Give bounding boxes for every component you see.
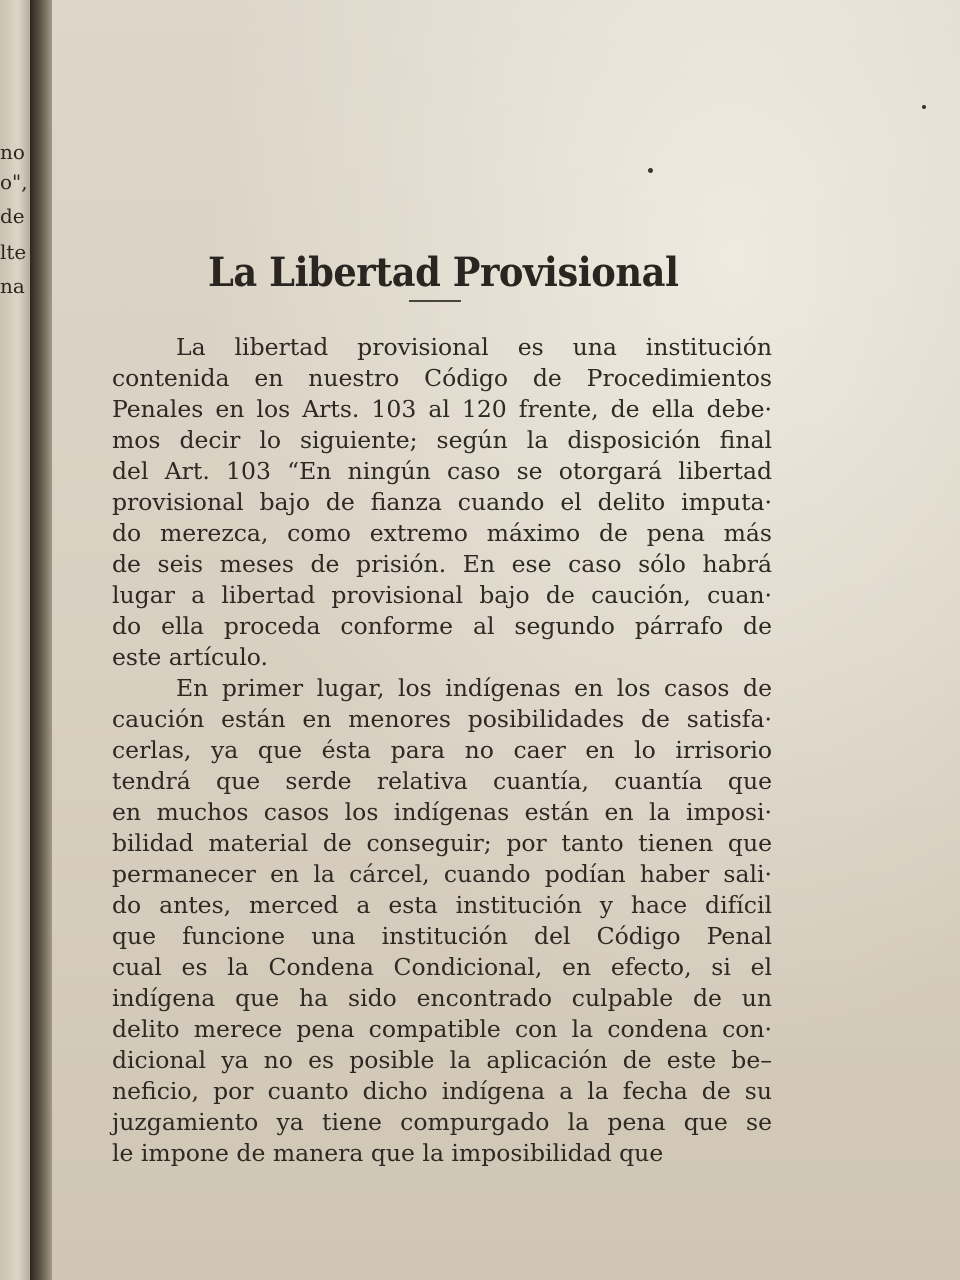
text-line: do antes, merced a esta institución y hace difícil	[112, 891, 772, 919]
paragraph	[112, 332, 772, 673]
prev-page-fragment: o",	[0, 170, 28, 194]
text-line: mos decir lo siguiente; según la disposición final	[112, 426, 772, 454]
text-line: juzgamiento ya tiene compurgado la pena que se	[112, 1108, 772, 1136]
ink-speck	[922, 105, 926, 109]
text-line: este artículo.	[112, 643, 269, 671]
previous-page-edge	[0, 0, 30, 1280]
text-line: neficio, por cuanto dicho indígena a la fecha de su	[112, 1077, 772, 1105]
prev-page-fragment: lte	[0, 240, 27, 264]
text-line: le impone de manera que la imposibilidad que	[112, 1139, 664, 1167]
text-line: de seis meses de prisión. En ese caso sólo habrá	[112, 550, 772, 578]
text-line: do merezca, como extremo máximo de pena más	[112, 519, 772, 547]
text-line: lugar a libertad provisional bajo de caución, cuan·	[112, 581, 772, 609]
text-line: contenida en nuestro Código de Procedimientos	[112, 364, 772, 392]
text-line: indígena que ha sido encontrado culpable de un	[112, 984, 772, 1012]
text-line: En primer lugar, los indígenas en los casos de	[176, 674, 772, 702]
text-line: bilidad material de conseguir; por tanto tienen que	[112, 829, 772, 857]
paragraph	[112, 673, 772, 1169]
text-line: que funcione una institución del Código Penal	[112, 922, 772, 950]
text-line: provisional bajo de fianza cuando el delito imputa·	[112, 488, 772, 516]
text-line: La libertad provisional es una institución	[176, 333, 772, 361]
prev-page-fragment: na	[0, 274, 25, 298]
text-line: cerlas, ya que ésta para no caer en lo irrisorio	[112, 736, 772, 764]
page-title: La Libertad Provisional	[208, 248, 679, 296]
text-line: Penales en los Arts. 103 al 120 frente, de ella debe·	[112, 395, 772, 423]
prev-page-fragment: no	[0, 140, 25, 164]
text-line: del Art. 103 “En ningún caso se otorgará libertad	[112, 457, 772, 485]
book-page	[52, 0, 960, 1280]
text-line: caución están en menores posibilidades de satisfa·	[112, 705, 772, 733]
text-line: permanecer en la cárcel, cuando podían haber sali·	[112, 860, 772, 888]
text-line: do ella proceda conforme al segundo párrafo de	[112, 612, 772, 640]
text-line: delito merece pena compatible con la condena con·	[112, 1015, 772, 1043]
prev-page-fragment: de	[0, 204, 25, 228]
ink-speck	[648, 168, 653, 173]
body-text	[112, 332, 772, 1169]
text-line: tendrá que serde relativa cuantía, cuantía que	[112, 767, 772, 795]
title-divider	[409, 300, 461, 302]
text-line: en muchos casos los indígenas están en la imposi·	[112, 798, 772, 826]
book-gutter	[30, 0, 52, 1280]
text-line: dicional ya no es posible la aplicación de este be–	[112, 1046, 772, 1074]
text-line: cual es la Condena Condicional, en efecto, si el	[112, 953, 772, 981]
